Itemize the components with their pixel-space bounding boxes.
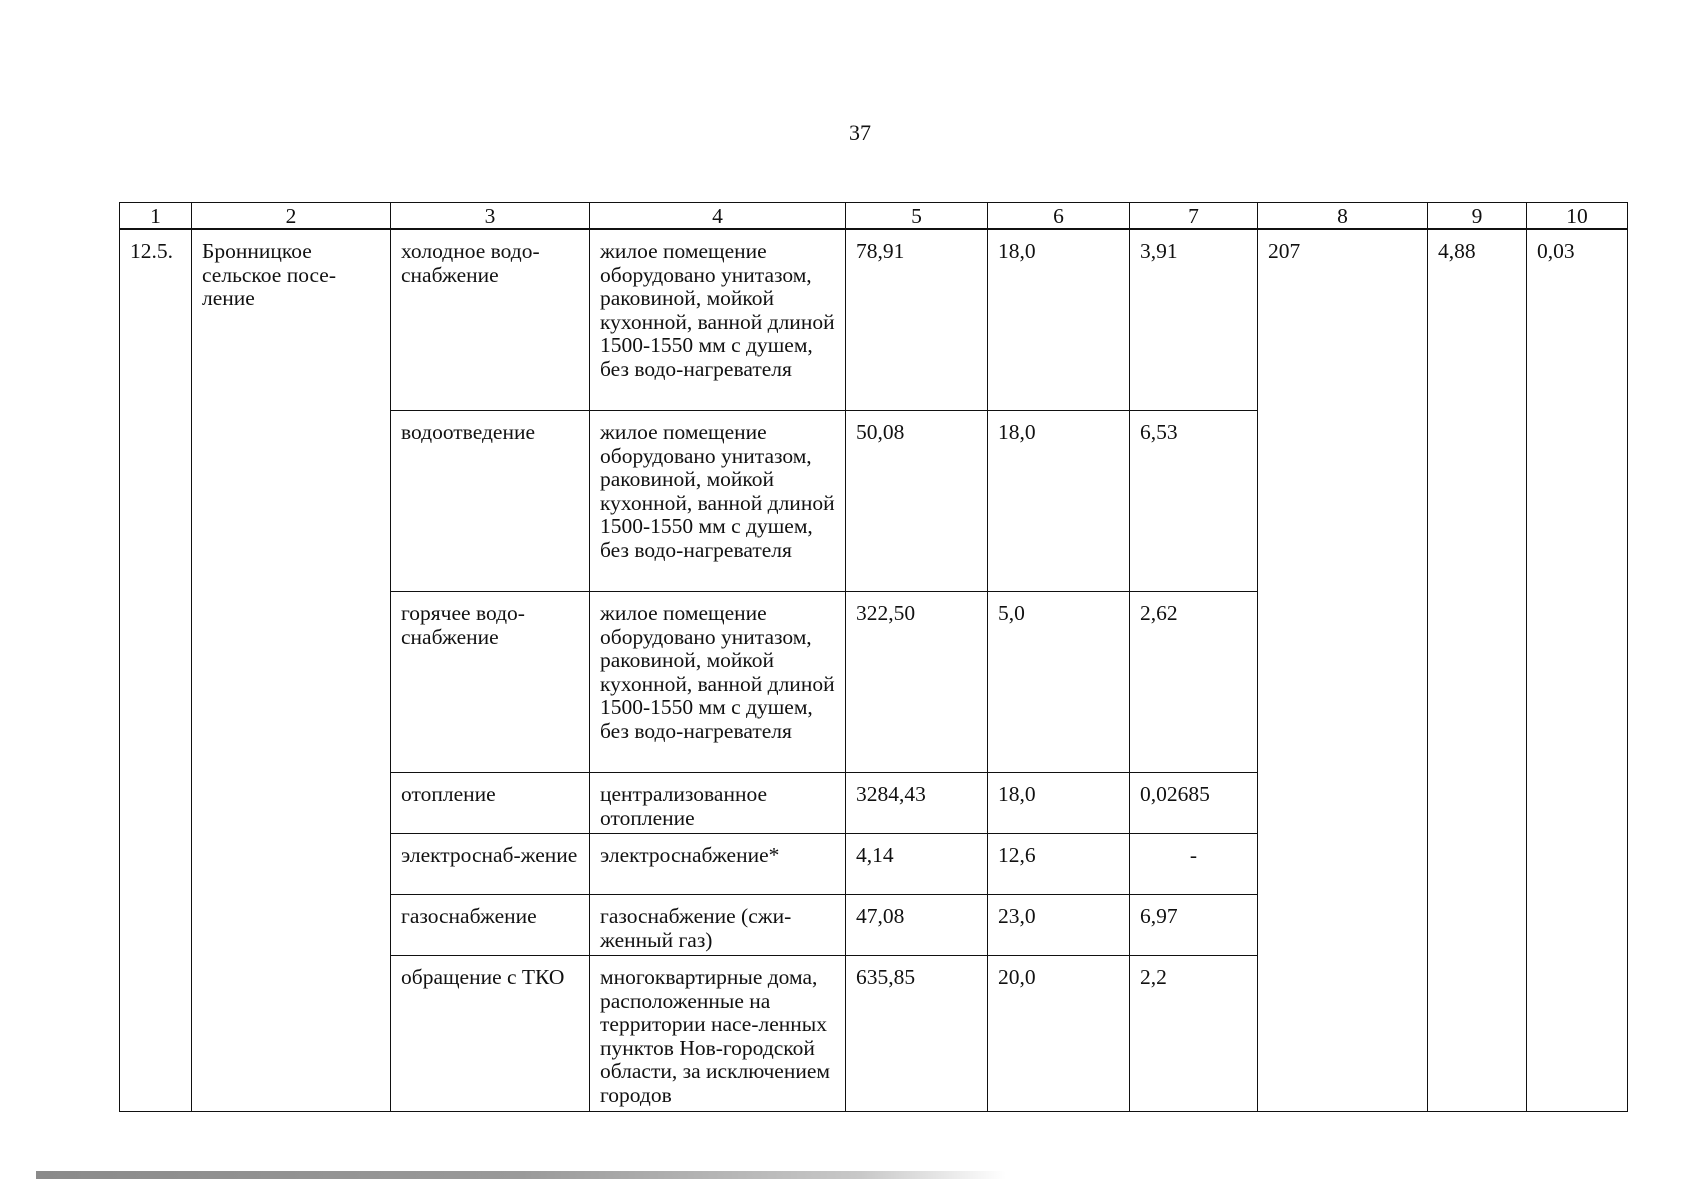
value-col6: 23,0 bbox=[988, 895, 1130, 956]
value-col6: 12,6 bbox=[988, 834, 1130, 895]
column-number-3: 3 bbox=[391, 203, 590, 230]
value-col6: 20,0 bbox=[988, 956, 1130, 1112]
column-number-10: 10 bbox=[1527, 203, 1628, 230]
value-col7: 3,91 bbox=[1130, 229, 1258, 411]
scan-edge-strip bbox=[36, 1171, 1006, 1179]
column-number-5: 5 bbox=[846, 203, 988, 230]
value-col9: 4,88 bbox=[1428, 229, 1527, 1112]
column-number-2: 2 bbox=[192, 203, 391, 230]
value-col5: 50,08 bbox=[846, 411, 988, 592]
value-col5: 322,50 bbox=[846, 592, 988, 773]
value-col5: 78,91 bbox=[846, 229, 988, 411]
column-number-8: 8 bbox=[1258, 203, 1428, 230]
value-col5: 4,14 bbox=[846, 834, 988, 895]
value-col7: 0,02685 bbox=[1130, 773, 1258, 834]
column-number-9: 9 bbox=[1428, 203, 1527, 230]
tariff-table bbox=[119, 202, 1628, 1112]
column-number-1: 1 bbox=[120, 203, 192, 230]
value-col6: 5,0 bbox=[988, 592, 1130, 773]
value-col5: 635,85 bbox=[846, 956, 988, 1112]
column-number-4: 4 bbox=[590, 203, 846, 230]
value-col6: 18,0 bbox=[988, 411, 1130, 592]
service-name: холодное водо-снабжение bbox=[391, 229, 590, 411]
row-index: 12.5. bbox=[120, 229, 192, 1112]
value-col6: 18,0 bbox=[988, 773, 1130, 834]
column-number-6: 6 bbox=[988, 203, 1130, 230]
column-number-7: 7 bbox=[1130, 203, 1258, 230]
service-description: многоквартирные дома, расположенные на территории насе-ленных пунктов Нов-городской области, за исключением городов bbox=[590, 956, 846, 1112]
service-name: горячее водо-снабжение bbox=[391, 592, 590, 773]
service-description: электроснабжение* bbox=[590, 834, 846, 895]
value-col7: 2,62 bbox=[1130, 592, 1258, 773]
value-col5: 47,08 bbox=[846, 895, 988, 956]
page-number: 37 bbox=[849, 120, 871, 145]
value-col10: 0,03 bbox=[1527, 229, 1628, 1112]
value-col7: 6,97 bbox=[1130, 895, 1258, 956]
service-description: жилое помещение оборудовано унитазом, раковиной, мойкой кухонной, ванной длиной 1500-1550 мм с душем, без водо-нагревателя bbox=[590, 592, 846, 773]
settlement-name: Бронницкое сельское посе-ление bbox=[192, 229, 391, 1112]
service-description: жилое помещение оборудовано унитазом, раковиной, мойкой кухонной, ванной длиной 1500-1550 мм с душем, без водо-нагревателя bbox=[590, 229, 846, 411]
value-col5: 3284,43 bbox=[846, 773, 988, 834]
service-description: газоснабжение (сжи-женный газ) bbox=[590, 895, 846, 956]
service-name: обращение с ТКО bbox=[391, 956, 590, 1112]
table-row bbox=[120, 229, 1628, 411]
service-name: газоснабжение bbox=[391, 895, 590, 956]
value-col6: 18,0 bbox=[988, 229, 1130, 411]
service-description: централизованное отопление bbox=[590, 773, 846, 834]
service-name: электроснаб-жение bbox=[391, 834, 590, 895]
value-col7: 2,2 bbox=[1130, 956, 1258, 1112]
service-description: жилое помещение оборудовано унитазом, раковиной, мойкой кухонной, ванной длиной 1500-1550 мм с душем, без водо-нагревателя bbox=[590, 411, 846, 592]
service-name: отопление bbox=[391, 773, 590, 834]
header-row bbox=[120, 203, 1628, 230]
value-col7: 6,53 bbox=[1130, 411, 1258, 592]
value-col7: - bbox=[1130, 834, 1258, 895]
value-col8: 207 bbox=[1258, 229, 1428, 1112]
service-name: водоотведение bbox=[391, 411, 590, 592]
